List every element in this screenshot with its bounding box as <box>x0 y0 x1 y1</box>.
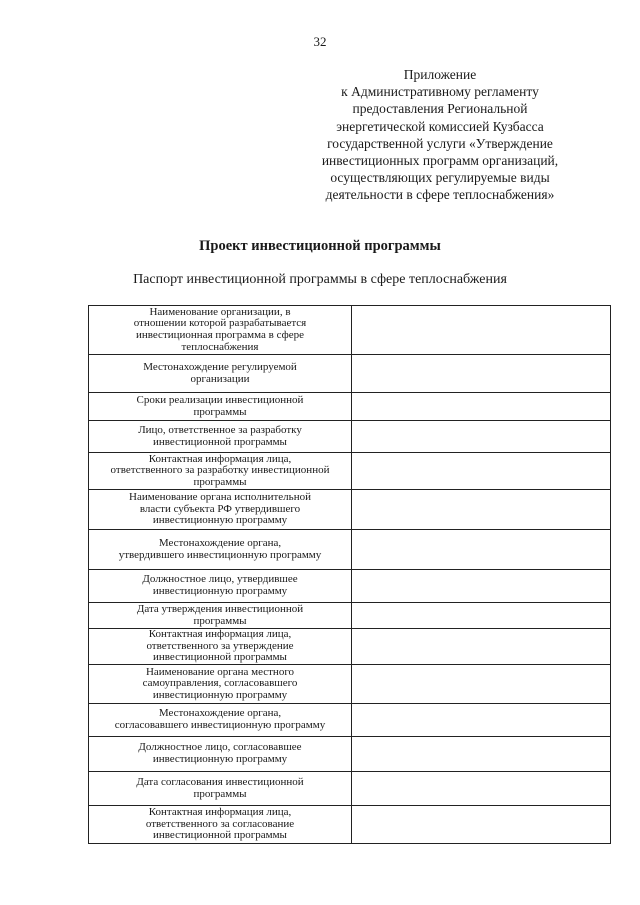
table-row <box>89 772 611 806</box>
table-row <box>89 306 611 355</box>
label-line: власти субъекта РФ утвердившего <box>139 502 301 515</box>
table-row <box>89 570 611 603</box>
label-line: Должностное лицо, утвердившее <box>142 573 298 586</box>
label-line: согласовавшего инвестиционную программу <box>114 719 326 731</box>
label-line: программы <box>193 405 247 418</box>
row-label <box>89 704 352 737</box>
table-row <box>89 704 611 737</box>
row-value <box>352 453 611 490</box>
row-label <box>89 603 352 629</box>
label-line: ответственного за утверждение <box>146 639 294 652</box>
table-row <box>89 737 611 772</box>
table-row <box>89 490 611 530</box>
row-value <box>352 665 611 704</box>
appendix-line: инвестиционных программ организаций, <box>321 153 559 169</box>
label-line: Контактная информация лица, <box>148 452 292 465</box>
label-line: Должностное лицо, согласовавшее <box>138 741 302 754</box>
row-label <box>89 355 352 393</box>
row-value <box>352 393 611 421</box>
table-row <box>89 421 611 453</box>
label-line: Местонахождение регулируемой <box>143 360 297 373</box>
appendix-line: осуществляющих регулируемые виды <box>330 170 550 186</box>
row-label <box>89 629 352 665</box>
label-line: отношении которой разрабатывается <box>133 317 307 330</box>
label-line: самоуправления, согласовавшего <box>142 677 298 690</box>
row-value <box>352 355 611 393</box>
table-row <box>89 453 611 490</box>
row-value <box>352 530 611 570</box>
row-value <box>352 704 611 737</box>
label-line: Наименование органа местного <box>145 665 295 678</box>
label-line: теплоснабжения <box>181 340 259 353</box>
table-row <box>89 629 611 665</box>
label-line: инвестиционную программу <box>152 585 288 597</box>
table-row <box>89 603 611 629</box>
label-line: Местонахождение органа, <box>158 707 282 720</box>
table-row <box>89 665 611 704</box>
row-label <box>89 737 352 772</box>
row-label <box>89 490 352 530</box>
row-label <box>89 806 352 844</box>
label-line: Наименование органа исполнительной <box>129 491 311 504</box>
label-line: программы <box>193 614 247 627</box>
label-line: Контактная информация лица, <box>148 806 292 819</box>
appendix-line: Приложение <box>403 67 477 82</box>
table-row <box>89 355 611 393</box>
label-line: организации <box>190 372 250 385</box>
row-value <box>352 306 611 355</box>
row-label <box>89 421 352 453</box>
document-subtitle: Паспорт инвестиционной программы в сфере теплоснабжения <box>133 272 507 287</box>
label-line: ответственного за согласование <box>145 817 295 830</box>
label-line: инвестиционную программу <box>152 753 288 765</box>
document-title: Проект инвестиционной программы <box>199 238 441 254</box>
row-label <box>89 530 352 570</box>
label-line: Контактная информация лица, <box>148 628 292 641</box>
row-label <box>89 772 352 806</box>
row-label <box>89 570 352 603</box>
label-line: утвердившего инвестиционную программу <box>118 548 322 561</box>
row-value <box>352 570 611 603</box>
row-label <box>89 306 352 355</box>
label-line: инвестиционную программу <box>152 514 288 527</box>
appendix-line: государственной услуги «Утверждение <box>327 135 553 151</box>
passport-table <box>88 305 611 844</box>
row-value <box>352 603 611 629</box>
label-line: ответственного за разработку инвестиционной <box>110 464 330 477</box>
label-line: Лицо, ответственное за разработку <box>138 423 302 436</box>
row-label <box>89 453 352 490</box>
label-line: Дата согласования инвестиционной <box>136 775 304 788</box>
row-value <box>352 772 611 806</box>
row-label <box>89 665 352 704</box>
label-line: Сроки реализации инвестиционной <box>136 393 304 406</box>
label-line: инвестиционной программы <box>153 435 287 448</box>
label-line: программы <box>193 475 247 488</box>
label-line: Местонахождение органа, <box>158 536 282 549</box>
label-line: Наименование организации, в <box>149 305 291 318</box>
label-line: инвестиционной программы <box>153 829 287 842</box>
label-line: инвестиционную программу <box>152 688 288 701</box>
appendix-line: предоставления Региональной <box>352 101 528 117</box>
label-line: инвестиционная программа в сфере <box>136 329 304 341</box>
table-row <box>89 530 611 570</box>
row-label <box>89 393 352 421</box>
appendix-line: деятельности в сфере теплоснабжения» <box>325 187 555 203</box>
row-value <box>352 490 611 530</box>
row-value <box>352 806 611 844</box>
row-value <box>352 421 611 453</box>
page-number: 32 <box>313 34 327 49</box>
label-line: Дата утверждения инвестиционной <box>136 602 304 615</box>
appendix-block <box>300 66 580 204</box>
label-line: программы <box>193 787 247 800</box>
row-value <box>352 737 611 772</box>
table-row <box>89 393 611 421</box>
table-row <box>89 806 611 844</box>
row-value <box>352 629 611 665</box>
appendix-line: к Административному регламенту <box>341 84 539 100</box>
appendix-line: энергетической комиссией Кузбасса <box>336 118 544 134</box>
label-line: инвестиционной программы <box>153 651 287 664</box>
